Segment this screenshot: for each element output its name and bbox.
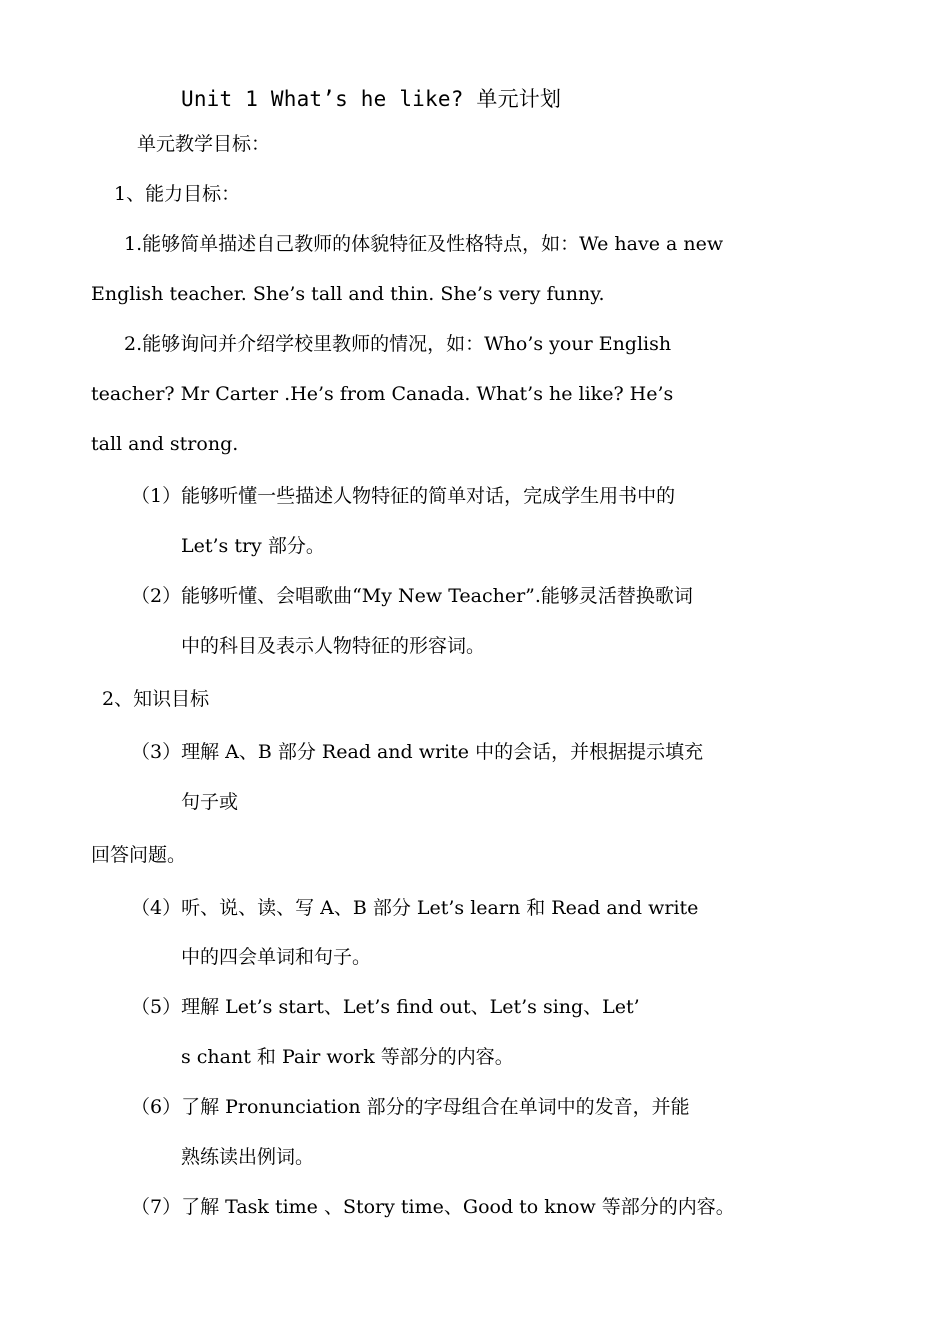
text-line: English teacher. She’s tall and thin. She’s very funny. — [91, 283, 605, 305]
text-line: 1.能够简单描述自己教师的体貌特征及性格特点，如：We have a new — [124, 233, 724, 255]
text-line: （4）听、说、读、写 A、B 部分 Let’s learn 和 Read and write — [131, 897, 699, 919]
text-line: （2）能够听懂、会唱歌曲“My New Teacher”.能够灵活替换歌词 — [131, 585, 693, 607]
text-line: （1）能够听懂一些描述人物特征的简单对话，完成学生用书中的 — [131, 485, 676, 507]
document-title: Unit 1 What’s he like? 单元计划 — [181, 87, 562, 111]
text-line: （5）理解 Let’s start、Let’s find out、Let’s sing、Let’ — [131, 996, 640, 1018]
text-line: tall and strong. — [91, 433, 239, 455]
text-line: 中的科目及表示人物特征的形容词。 — [181, 635, 486, 657]
text-line: 回答问题。 — [91, 844, 187, 866]
text-line: （3）理解 A、B 部分 Read and write 中的会话，并根据提示填充 — [131, 741, 704, 763]
text-line: teacher? Mr Carter .He’s from Canada. What’s he like? He’s — [91, 383, 674, 405]
text-line: 1、能力目标： — [114, 183, 241, 205]
text-line: s chant 和 Pair work 等部分的内容。 — [181, 1046, 514, 1068]
text-line: 熟练读出例词。 — [181, 1146, 315, 1168]
text-line: 2、知识目标 — [102, 688, 210, 710]
text-line: （6）了解 Pronunciation 部分的字母组合在单词中的发音，并能 — [131, 1096, 690, 1118]
text-line: Let’s try 部分。 — [181, 535, 325, 557]
text-line: 单元教学目标： — [137, 133, 271, 155]
text-line: 句子或 — [181, 791, 239, 813]
text-line: 2.能够询问并介绍学校里教师的情况，如：Who’s your English — [124, 333, 672, 355]
text-line: 中的四会单词和句子。 — [181, 946, 372, 968]
text-line: （7）了解 Task time 、Story time、Good to know 等部分的内容。 — [131, 1196, 735, 1218]
